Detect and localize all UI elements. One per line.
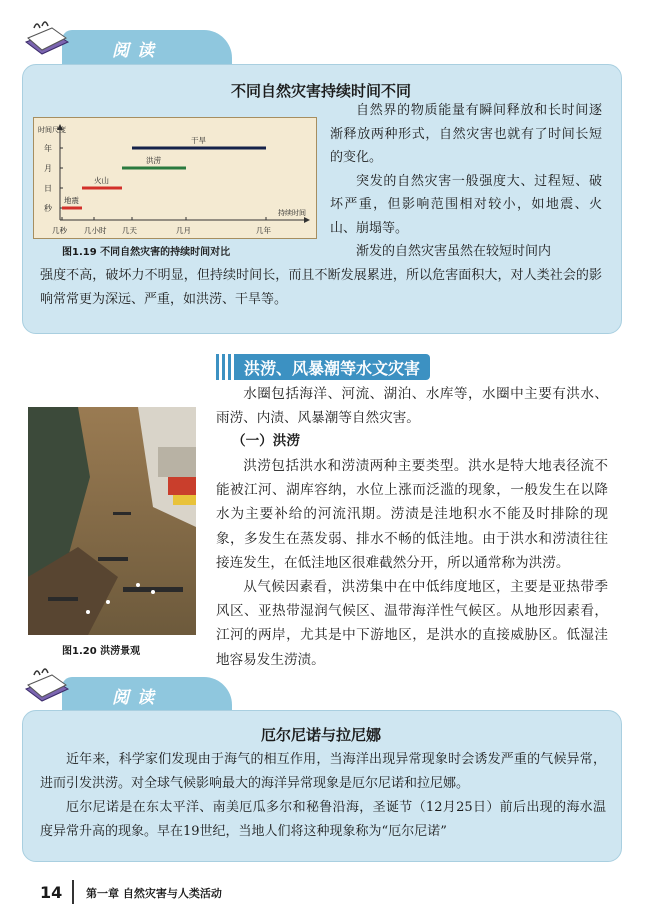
subheading-flood: （一）洪涝	[232, 433, 300, 449]
range-label: 火山	[94, 176, 109, 185]
bottom-paragraph-2: 厄尔尼诺是在东太平洋、南美厄瓜多尔和秘鲁沿海，圣诞节（12月25日）前后出现的海水温度异常升高的现象。早在19世纪，当地人们将这种现象称为“厄尔尼诺”	[40, 800, 606, 839]
footer-divider	[72, 880, 74, 904]
page-number: 14	[40, 883, 63, 902]
reading-title-top: 不同自然灾害持续时间不同	[230, 82, 411, 100]
section-intro: 水圈包括海洋、河流、湖泊、水库等，水圈中主要有洪水、雨涝、内渍、风暴潮等自然灾害。	[216, 386, 608, 427]
duration-chart-svg	[34, 118, 316, 238]
range-label: 干旱	[191, 136, 206, 145]
flood-paragraph-2: 从气候因素看，洪涝集中在中低纬度地区，主要是亚热带季风区、亚热带湿润气候区、温带海洋性气候区。从地形因素看，江河的两岸，尤其是中下游地区，是洪水的直接威胁区。低湿洼地容易发生涝渍。	[216, 579, 608, 668]
x-tick-label: 几小时	[84, 226, 107, 235]
paragraph: 自然界的物质能量有瞬间释放和长时间逐渐释放两种形式，自然灾害也就有了时间长短的变化。	[330, 103, 602, 165]
flood-paragraph-1: 洪涝包括洪水和涝渍两种主要类型。洪水是特大地表径流不能被江河、湖库容纳，水位上涨而泛滥的现象，一般发生在以降水为主要补给的河流汛期。涝渍是洼地积水不能及时排除的现象，多发生在蒸发弱、排水不畅的低洼地。由于洪水和涝渍往往接连发生，在低洼地区很难截然分开，所以通常称为洪涝。	[216, 458, 608, 571]
section-heading-bars	[216, 354, 234, 380]
x-axis-label: 持续时间	[278, 209, 306, 217]
top-full-paragraph: 强度不高，破坏力不明显，但持续时间长，而且不断发展累进，所以危害面积大，对人类社会的影响常常更为深远、严重，如洪涝、干旱等。	[40, 268, 602, 307]
y-tick-label: 月	[44, 164, 52, 173]
flood-photo	[28, 407, 196, 635]
top-right-paragraphs	[330, 99, 602, 264]
paragraph: 突发的自然灾害一般强度大、过程短、破坏严重，但影响范围相对较小，如地震、火山、崩塌等。	[330, 173, 602, 236]
chapter-title: 第一章 自然灾害与人类活动	[86, 887, 222, 900]
y-tick-label: 日	[44, 184, 52, 193]
paragraph: 渐发的自然灾害虽然在较短时间内	[356, 244, 552, 259]
x-tick-label: 几天	[122, 226, 137, 235]
figure-caption-1-20: 图1.20 洪涝景观	[62, 646, 141, 657]
book-icon	[22, 18, 70, 58]
y-tick-label: 年	[44, 144, 52, 153]
bottom-paragraph-1: 近年来，科学家们发现由于海气的相互作用，当海洋出现异常现象时会诱发严重的气候异常，进而引发洪涝。对全球气候影响最大的海洋异常现象是厄尔尼诺和拉尼娜。	[40, 752, 606, 791]
y-tick-label: 秒	[44, 204, 52, 213]
x-axis-arrow	[304, 217, 310, 223]
x-tick-label: 几年	[256, 226, 271, 235]
figure-caption-1-19: 图1.19 不同自然灾害的持续时间对比	[62, 247, 231, 258]
book-icon	[22, 665, 70, 705]
reading-tab-label-bottom: 阅读	[112, 688, 162, 708]
x-tick-label: 几月	[176, 226, 191, 235]
reading-title-bottom: 厄尔尼诺与拉尼娜	[260, 726, 381, 744]
section-heading: 洪涝、风暴潮等水文灾害	[234, 354, 430, 380]
range-label: 洪涝	[146, 156, 161, 165]
duration-chart	[33, 117, 317, 239]
x-tick-label: 几秒	[52, 226, 67, 235]
range-label: 地震	[64, 196, 79, 205]
reading-tab-label-top: 阅读	[112, 41, 162, 61]
y-axis-label: 时间尺度	[38, 126, 66, 134]
